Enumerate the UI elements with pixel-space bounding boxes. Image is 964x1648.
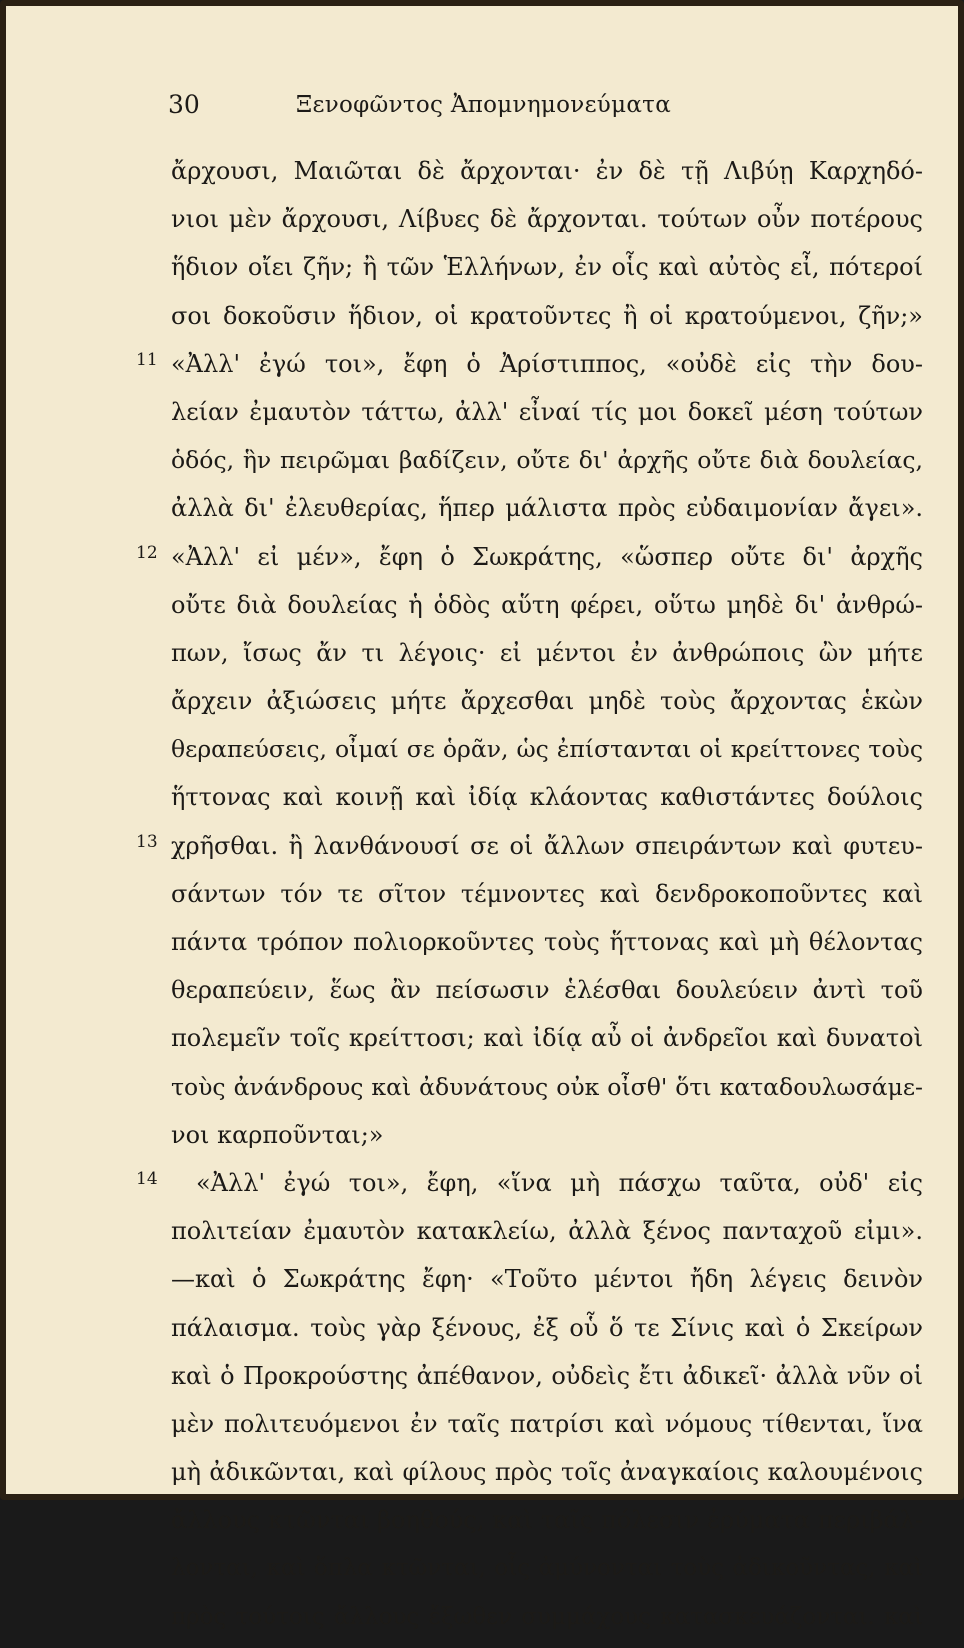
body-text <box>6 154 958 1648</box>
text-line <box>6 154 958 202</box>
line-text: πων, ἴσως ἄν τι λέγοις· εἰ μέντοι ἐν ἀνθρώποις ὢν μήτε <box>171 638 923 667</box>
line-text: νοι καρποῦνται;» <box>171 1120 384 1149</box>
section-number: 11 <box>136 349 158 370</box>
text-line <box>6 443 958 491</box>
text-line <box>6 250 958 298</box>
text-line <box>6 491 958 539</box>
text-line <box>6 1503 958 1551</box>
line-text: ὁδός, ἣν πειρῶμαι βαδίζειν, οὔτε δι' ἀρχῆς οὔτε διὰ δουλείας, <box>171 446 923 475</box>
line-text: ἥδιον οἴει ζῆν; ἢ τῶν Ἑλλήνων, ἐν οἷς καὶ αὐτὸς εἶ, πότεροί <box>171 253 923 282</box>
section-number: 12 <box>136 542 158 563</box>
text-line <box>6 347 958 395</box>
text-line <box>6 1021 958 1069</box>
line-text: θεραπεύειν, ἕως ἂν πείσωσιν ἑλέσθαι δουλεύειν ἀντὶ τοῦ <box>171 976 923 1005</box>
line-text: λονται, καὶ ὅπλα κτῶνται, οἷς ἀμύνονται τοὺς ἀδικοῦντας, καὶ <box>171 1555 923 1582</box>
text-line <box>6 202 958 250</box>
text-line <box>6 1214 958 1262</box>
line-text: μὴ ἀδικῶνται, καὶ φίλους πρὸς τοῖς ἀναγκαίοις καλουμένοις <box>171 1458 923 1487</box>
section-number: 14 <box>136 1168 158 1189</box>
line-text: —καὶ ὁ Σωκράτης ἔφη· «Τοῦτο μέντοι ἤδη λέγεις δεινὸν <box>171 1265 923 1294</box>
line-text: οὔτε διὰ δουλείας ἡ ὁδὸς αὕτη φέρει, οὕτω μηδὲ δι' ἀνθρώ- <box>171 590 923 619</box>
text-line <box>6 1551 958 1599</box>
page-header <box>6 90 958 130</box>
line-text: τοὺς ἀνάνδρους καὶ ἀδυνάτους οὐκ οἶσθ' ὅτι καταδουλωσάμε- <box>171 1072 923 1101</box>
text-line <box>6 780 958 828</box>
text-line <box>6 829 958 877</box>
text-line <box>6 1407 958 1455</box>
text-line <box>6 1311 958 1359</box>
line-text: ἄλλους κτῶνται βοηθούς, καὶ ταῖς πόλεσιν ἐρύματα περιβάλ- <box>171 1506 923 1535</box>
text-line <box>6 877 958 925</box>
section-number: 13 <box>136 831 158 852</box>
text-line <box>6 973 958 1021</box>
text-line <box>6 732 958 780</box>
line-text: πολιτείαν ἐμαυτὸν κατακλείω, ἀλλὰ ξένος πανταχοῦ εἰμι». <box>171 1217 923 1246</box>
line-text: ἥττονας καὶ κοινῇ καὶ ἰδίᾳ κλάοντας καθιστάντες δούλοις <box>171 783 923 812</box>
line-text: πάλαισμα. τοὺς γὰρ ξένους, ἐξ οὗ ὅ τε Σίνις καὶ ὁ Σκείρων <box>171 1313 923 1342</box>
page-number: 30 <box>168 90 200 119</box>
line-text: πρὸς τούτοις ἄλλους ἔξωθεν συμμάχους κατασκευάζονται. καὶ <box>171 1603 923 1630</box>
text-line <box>6 588 958 636</box>
text-line <box>6 1455 958 1503</box>
text-line <box>6 636 958 684</box>
line-text: ἄρχουσι, Μαιῶται δὲ ἄρχονται· ἐν δὲ τῇ Λιβύῃ Καρχηδό- <box>171 157 923 185</box>
line-text: «Ἀλλ' ἐγώ τοι», ἔφη, «ἵνα μὴ πάσχω ταῦτα, οὐδ' εἰς <box>196 1168 923 1197</box>
line-text: «Ἀλλ' εἰ μέν», ἔφη ὁ Σωκράτης, «ὥσπερ οὔτε δι' ἀρχῆς <box>171 542 923 571</box>
line-text: σοι δοκοῦσιν ἥδιον, οἱ κρατοῦντες ἢ οἱ κρατούμενοι, ζῆν;» <box>171 301 923 330</box>
line-text: ἄρχειν ἀξιώσεις μήτε ἄρχεσθαι μηδὲ τοὺς ἄρχοντας ἑκὼν <box>171 687 923 716</box>
line-text: λείαν ἐμαυτὸν τάττω, ἀλλ' εἶναί τίς μοι δοκεῖ μέση τούτων <box>171 397 923 426</box>
line-text: ἀλλὰ δι' ἐλευθερίας, ἥπερ μάλιστα πρὸς εὐδαιμονίαν ἄγει». <box>171 494 923 523</box>
text-line <box>6 1118 958 1166</box>
line-text: πάντα τρόπον πολιορκοῦντες τοὺς ἥττονας καὶ μὴ θέλοντας <box>171 928 923 956</box>
line-text: καὶ ὁ Προκρούστης ἀπέθανον, οὐδεὶς ἔτι ἀδικεῖ· ἀλλὰ νῦν οἱ <box>171 1361 923 1390</box>
line-text: «Ἀλλ' ἐγώ τοι», ἔφη ὁ Ἀρίστιππος, «οὐδὲ εἰς τὴν δου- <box>171 349 923 378</box>
text-line <box>6 395 958 443</box>
line-text: χρῆσθαι. ἢ λανθάνουσί σε οἱ ἄλλων σπειράντων καὶ φυτευ- <box>171 831 923 860</box>
line-text: νιοι μὲν ἄρχουσι, Λίβυες δὲ ἄρχονται. τούτων οὖν ποτέρους <box>171 205 923 234</box>
text-line <box>6 1359 958 1407</box>
text-line <box>6 1262 958 1310</box>
line-text: πολεμεῖν τοῖς κρείττοσι; καὶ ἰδίᾳ αὖ οἱ ἀνδρεῖοι καὶ δυνατοὶ <box>171 1024 923 1053</box>
text-line <box>6 299 958 347</box>
running-title: Ξενοφῶντος Ἀπομνημονεύματα <box>296 92 672 118</box>
text-line <box>6 925 958 973</box>
text-line <box>6 1166 958 1214</box>
text-line <box>6 540 958 588</box>
line-text: μὲν πολιτευόμενοι ἐν ταῖς πατρίσι καὶ νόμους τίθενται, ἵνα <box>171 1409 923 1438</box>
text-line <box>6 684 958 732</box>
text-line <box>6 1070 958 1118</box>
text-line <box>6 1600 958 1648</box>
line-text: θεραπεύσεις, οἶμαί σε ὁρᾶν, ὡς ἐπίστανται οἱ κρείττονες τοὺς <box>171 735 923 764</box>
line-text: σάντων τόν τε σῖτον τέμνοντες καὶ δενδροκοποῦντες καὶ <box>171 879 923 908</box>
